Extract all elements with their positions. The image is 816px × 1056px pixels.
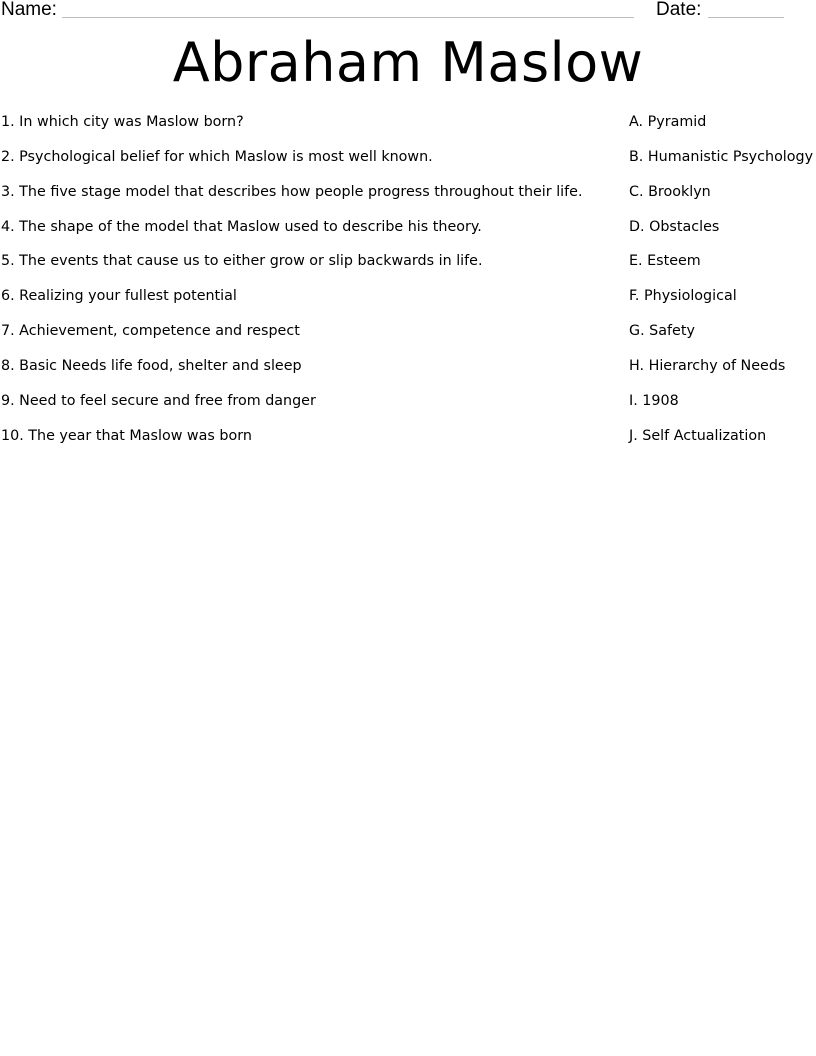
date-blank-line bbox=[708, 17, 784, 18]
answer-item: H. Hierarchy of Needs bbox=[629, 357, 786, 374]
page-title: Abraham Maslow bbox=[172, 31, 644, 94]
name-label: Name: bbox=[1, 0, 57, 20]
question-item: 10. The year that Maslow was born bbox=[1, 427, 252, 444]
answer-item: B. Humanistic Psychology bbox=[629, 148, 814, 165]
answer-item: I. 1908 bbox=[629, 392, 679, 409]
answer-item: F. Physiological bbox=[629, 288, 737, 305]
name-blank-line bbox=[62, 17, 634, 18]
answer-item: A. Pyramid bbox=[629, 114, 707, 130]
answer-item: C. Brooklyn bbox=[629, 183, 711, 200]
date-label: Date: bbox=[656, 0, 702, 20]
question-item: 6. Realizing your fullest potential bbox=[1, 288, 237, 305]
question-item: 8. Basic Needs life food, shelter and sleep bbox=[1, 357, 302, 374]
answer-item: D. Obstacles bbox=[629, 218, 720, 235]
question-list bbox=[1, 112, 601, 460]
worksheet-header bbox=[0, 0, 816, 24]
question-item: 3. The five stage model that describes how people progress throughout their life. bbox=[1, 183, 583, 200]
question-item: 9. Need to feel secure and free from danger bbox=[1, 392, 316, 409]
answer-item: J. Self Actualization bbox=[629, 427, 767, 444]
question-item: 7. Achievement, competence and respect bbox=[1, 323, 300, 340]
question-item: 4. The shape of the model that Maslow used to describe his theory. bbox=[1, 218, 482, 235]
question-item: 2. Psychological belief for which Maslow is most well known. bbox=[1, 148, 433, 165]
answer-item: E. Esteem bbox=[629, 253, 701, 270]
answer-list bbox=[629, 112, 816, 460]
question-item: 5. The events that cause us to either grow or slip backwards in life. bbox=[1, 253, 483, 270]
question-item: 1. In which city was Maslow born? bbox=[1, 114, 244, 130]
answer-item: G. Safety bbox=[629, 323, 695, 340]
